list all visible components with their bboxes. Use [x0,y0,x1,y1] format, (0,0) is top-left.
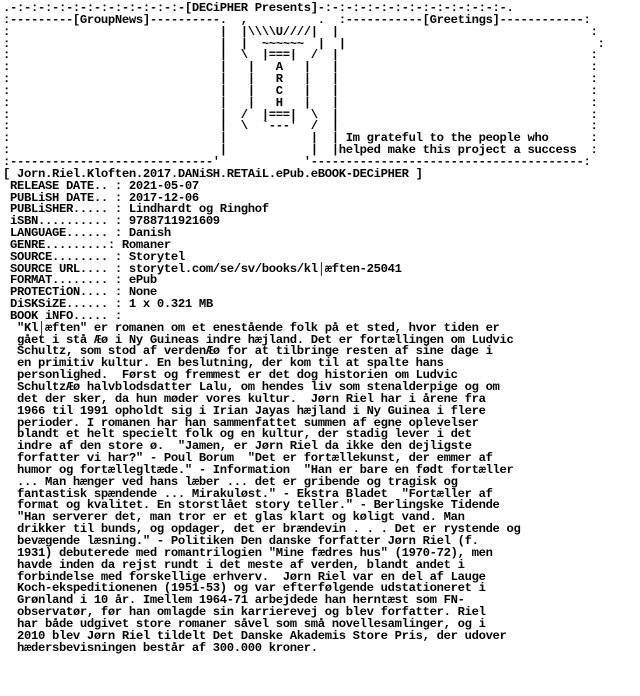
book-info-line: gået i stå Æø i Ny Guineas indre hæjland. Det er fortællingen om Ludvic [3,332,514,347]
book-info-line: format og kvalitet. En storstlået story teller." - Berlingske Tidende [3,498,500,513]
book-info-line: 1931) debuterede med romantrilogien "Mine fædres hus" (1970-72), men [3,545,493,560]
book-info-line: det der sker, da hun møder vores kultur. Jørn Riel har i årene fra [3,391,486,406]
book-info-line: Schultz, som stod af verdenÆø for at tilbringe resten af sine dage i [3,344,493,359]
panel-art-line: : | \ `---' / | : [3,119,598,134]
info-field-line: PUBLiSHER..... : Lindhardt og Ringhof [3,202,269,217]
panel-art-line: : | | A | | : [3,60,598,75]
book-info-line: indre af den store ø. "Jamen, er Jørn Riel da ikke den dejligste [3,439,472,454]
book-info-line: humor og fortællegltæde." - Information "Han er bare en født fortæller [3,462,514,477]
book-info-line: "Kl│æften" er romanen om et enestående folk på et sted, hvor tiden er [3,320,500,335]
info-field-line: FORMAT........ : ePub [3,273,157,288]
greetings-line: : | | | Im grateful to the people who : [3,131,598,146]
book-info-line: "Han serverer det, man tror er et glas klart og køligt vand. Man [3,510,465,525]
info-field-line: iSBN.......... : 9788711921609 [3,214,220,229]
panel-header-line: :---------[GroupNews]----------. , . :-----------[Greetings]------------: [3,12,591,27]
panel-art-line: : | | ~~~~~~ | | : [3,36,605,51]
book-info-line: har både udgivet store romaner såvel som små novellesamlinger, og i [3,616,486,631]
info-field-line: PROTECTiON.... : None [3,285,157,300]
book-info-line: fantastisk spændende ... Mirakuløst." - Ekstra Bladet "Fortæller af [3,486,493,501]
book-info-line: perioder. I romanen har han sammenfattet summen af egne oplevelser [3,415,479,430]
book-info-line: Grønland i 10 år. Imellem 1964-71 arbejdede han herntæst som FN- [3,593,465,608]
book-info-line: blandt et helt specielt folk og en kultur, der stadig lever i det [3,427,472,442]
book-info-line: forbindelse med forskellige erhverv. Jørn Riel var en del af Lauge [3,569,486,584]
panel-art-line: : | / |===| \ | : [3,107,598,122]
book-info-line: Koch-ekspeditionenen (1951-53) og var efterfølgende udstationeret i [3,581,486,596]
book-info-line: 2010 blev Jørn Riel tildelt Det Danske Akademis Store Pris, der udover [3,628,507,643]
book-info-line: forfatter vi har?" - Poul Borum "Det er fortællekunst, der emmer af [3,451,493,466]
info-field-line: SOURCE........ : Storytel [3,249,185,264]
panel-art-line: : | | C | | : [3,83,598,98]
book-info-line: observatør, før han omlagde sin karrierevej og blev forfatter. Riel [3,605,486,620]
book-info-line: bevægende læsning." - Politiken Den danske forfatter Jørn Riel (f. [3,533,479,548]
info-field-line: RELEASE DATE.. : 2021-05-07 [3,178,199,193]
info-field-line: SOURCE URL.... : storytel.com/se/sv/books/kl│æften-25041 [3,261,402,276]
info-field-line: GENRE.........: Romaner [3,237,171,252]
info-field-line: BOOK iNFO..... : [3,308,122,323]
banner-top-line: .-:-:-:-:-:-:-:-:-:-:-:-:-[DECiPHER Presents]-:-:-:-:-:-:-:-:-:-:-:-:-:-. [3,1,514,15]
book-info-line: havde inden da rejst rundt i det meste af verden, blandt andet i [3,557,465,572]
panel-art-line: : | | R | | : [3,72,598,87]
panel-art-line: : | | H | | : [3,95,598,110]
panel-art-line: : | \ |===| / | : [3,48,598,63]
book-info-line: hædersbevisningen består af 300.000 kroner. [3,640,318,655]
book-info-line: personlighed. Først og fremmest er det dog historien om Ludvic [3,368,458,383]
greetings-line: : | | |helped make this project a success : [3,143,598,158]
book-info-line: 1966 til 1991 opholdt sig i Irian Jayas hæjland i Ny Guinea i flere [3,403,486,418]
info-field-line: LANGUAGE...... : Danish [3,226,171,241]
release-title: [ Jorn.Riel.Kloften.2017.DANiSH.RETAiL.ePub.eBOOK-DECiPHER ] [3,166,423,181]
info-field-line: DiSKSiZE...... : 1 x 0.321 MB [3,297,213,312]
book-info-line: SchultzÆø halvblodsdatter Lalu, om hendes liv som stenalderpige og om [3,380,500,394]
book-info-line: drikker til bunds, og opdager, det er brændevin . . . Det er rystende og [3,522,521,537]
info-field-line: PUBLiSH DATE.. : 2017-12-06 [3,190,199,205]
panel-bottom-line: :-----------------------------' '---------------------------------------: [3,154,591,169]
book-info-line: ... Man hænger ved hans læber ... det er gribende og tragisk og [3,474,458,489]
book-info-line: en primitiv kultur. En beslutning, der kom til at spalte hans [3,356,444,371]
panel-art-line: : | |\\\\U////| | : [3,24,598,39]
